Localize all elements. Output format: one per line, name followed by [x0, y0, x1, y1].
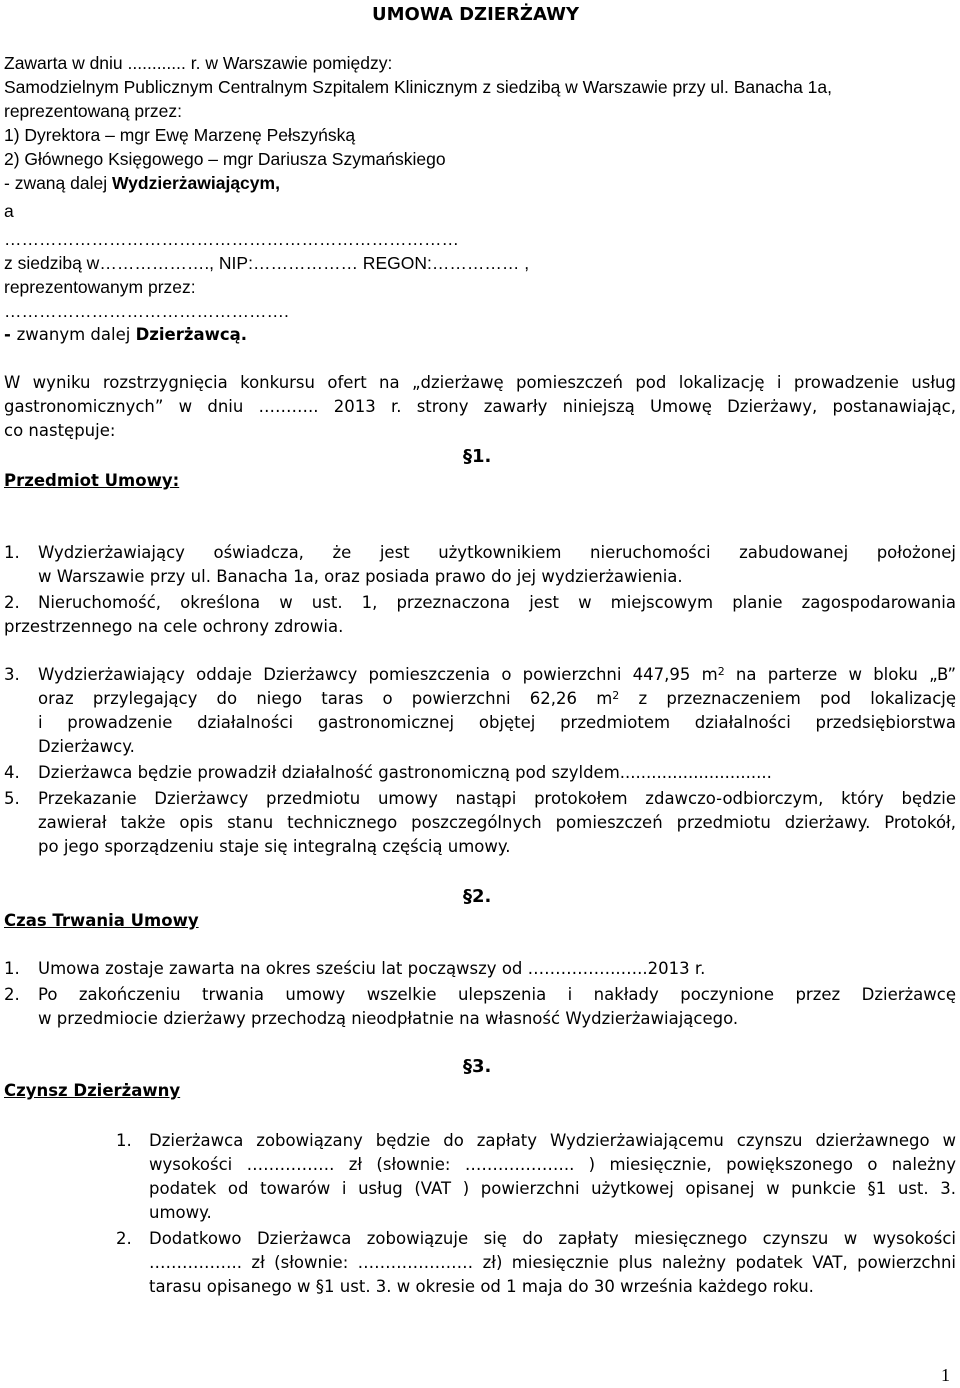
- s2-p1-line-1: Umowa zostaje zawarta na okres sześciu lat począwszy od ……………..…..2013 r.: [38, 959, 706, 978]
- lessee-designation-prefix: zwanym dalej: [16, 325, 136, 344]
- section-2-heading: Czas Trwania Umowy: [4, 911, 199, 930]
- s3-p1-line-4: umowy.: [149, 1203, 212, 1222]
- section-3-heading: Czynsz Dzierżawny: [4, 1081, 181, 1100]
- s1-p4-line-1: Dzierżawca będzie prowadził działalność gastronomiczną pod szyldem.............................: [38, 763, 772, 782]
- lessor-term: Wydzierżawiającym,: [111, 173, 280, 193]
- s1-p2-line-1: Nieruchomość, określona w ust. 1, przeznaczona jest w miejscowym planie zagospodarowania: [38, 593, 956, 612]
- s1-p5-line-3: po jego sporządzeniu staje się integralną częścią umowy.: [38, 837, 511, 856]
- s2-p2-number: 2.: [4, 985, 20, 1004]
- lessee-rep-blank: ………………………………………….: [4, 301, 289, 321]
- s2-p1-number: 1.: [4, 959, 20, 978]
- s1-p3-line-3: i prowadzenie działalności gastronomicznej objętej przedmiotem działalności przedsiębiorstwa: [38, 713, 956, 732]
- s3-p2-line-3: tarasu opisanego w §1 ust. 3. w okresie od 1 maja do 30 września każdego roku.: [149, 1277, 814, 1296]
- s1-p1-number: 1.: [4, 543, 20, 562]
- s3-p1-line-1: Dzierżawca zobowiązany będzie do zapłaty Wydzierżawiającemu czynszu dzierżawnego w: [149, 1131, 956, 1150]
- lessor-designation-prefix: - zwaną dalej: [4, 173, 112, 193]
- intro-line-3: co następuje:: [4, 421, 116, 440]
- s1-p3-line-2: [38, 688, 956, 710]
- lessor-designation: [4, 172, 280, 194]
- s1-p3-line-2b: z przeznaczeniem pod lokalizację: [619, 689, 956, 708]
- s2-p2-line-1: Po zakończeniu trwania umowy wszelkie ulepszenia i nakłady poczynione przez Dzierżawcę: [38, 985, 956, 1004]
- s1-p5-line-1: Przekazanie Dzierżawcy przedmiotu umowy nastąpi protokołem zdawczo-odbiorczym, który będzie: [38, 789, 956, 808]
- s3-p1-line-2: wysokości ……………. zł (słownie: ……………….. ) miesięcznie, powiększonego o należny: [149, 1155, 956, 1174]
- lessee-represented-by: reprezentowanym przez:: [4, 277, 196, 297]
- section-1-heading: Przedmiot Umowy:: [4, 471, 180, 490]
- page-number: 1: [941, 1365, 950, 1385]
- s2-p2-line-2: w przedmiocie dzierżawy przechodzą nieodpłatnie na własność Wydzierżawiającego.: [38, 1009, 739, 1028]
- s1-p1-line-1: Wydzierżawiający oświadcza, że jest użytkownikiem nieruchomości zabudowanej położonej: [38, 543, 956, 562]
- s3-p2-number: 2.: [116, 1229, 132, 1248]
- lessor-represented-by: reprezentowaną przez:: [4, 101, 183, 121]
- conjunction-a: a: [4, 201, 14, 221]
- s1-p3-line-1b: na parterze w bloku „B”: [724, 665, 956, 684]
- lessee-name-blank: ……………………………………………………………………: [4, 229, 459, 249]
- lessee-designation-dash: -: [4, 325, 17, 344]
- lessee-designation: [4, 324, 247, 346]
- lessor-rep-1: 1) Dyrektora – mgr Ewę Marzenę Pełszyńską: [4, 125, 356, 145]
- s1-p5-line-2: zawierał także opis stanu technicznego poszczególnych pomieszczeń przedmiotu dzierżawy. Protokół,: [38, 813, 956, 832]
- s1-p2-number: 2.: [4, 593, 20, 612]
- s1-p3-line-4: Dzierżawcy.: [38, 737, 135, 756]
- s1-p3-line-1a: Wydzierżawiający oddaje Dzierżawcy pomieszczenia o powierzchni 447,95 m: [38, 665, 718, 684]
- s1-p3-line-1: [38, 664, 956, 686]
- lessee-term: Dzierżawcą.: [135, 325, 248, 344]
- contract-date-line: Zawarta w dniu ............ r. w Warszawie pomiędzy:: [4, 53, 393, 73]
- s1-p3-number: 3.: [4, 665, 20, 684]
- lessor-rep-2: 2) Głównego Księgowego – mgr Dariusza Szymańskiego: [4, 149, 446, 169]
- s1-p2-line-2: przestrzennego na cele ochrony zdrowia.: [4, 617, 344, 636]
- intro-line-2: gastronomicznych” w dniu ……….. 2013 r. strony zawarły niniejszą Umowę Dzierżawy, postanawiając,: [4, 397, 956, 416]
- s1-p5-number: 5.: [4, 789, 20, 808]
- s1-p3-line-2a: oraz przylegający do niego taras o powierzchni 62,26 m: [38, 689, 613, 708]
- section-2-mark: §2.: [463, 886, 492, 907]
- s3-p2-line-2: …………….. zł (słownie: ………………… zł) miesięcznie plus należny podatek VAT, powierzchni: [149, 1253, 956, 1272]
- s3-p1-number: 1.: [116, 1131, 132, 1150]
- s1-p3-superscript-1: 2: [717, 665, 725, 678]
- intro-line-1: W wyniku rozstrzygnięcia konkursu ofert na „dzierżawę pomieszczeń pod lokalizację i prowadzenie usług: [4, 373, 956, 392]
- s1-p3-superscript-2: 2: [612, 689, 620, 702]
- section-1-mark: §1.: [463, 446, 492, 467]
- document-title: UMOWA DZIERŻAWY: [372, 4, 579, 25]
- s3-p1-line-3: podatek od towarów i usług (VAT ) powierzchni użytkowej opisanej w punkcie §1 ust. 3.: [149, 1179, 956, 1198]
- lessee-address-line: z siedzibą w………………., NIP:……………… REGON:…………… ,: [4, 253, 530, 273]
- s1-p1-line-2: w Warszawie przy ul. Banacha 1a, oraz posiada prawo do jej wydzierżawienia.: [38, 567, 683, 586]
- section-3-mark: §3.: [463, 1056, 492, 1077]
- s3-p2-line-1: Dodatkowo Dzierżawca zobowiązuje się do zapłaty miesięcznego czynszu w wysokości: [149, 1229, 956, 1248]
- s1-p4-number: 4.: [4, 763, 20, 782]
- lessor-name-line: Samodzielnym Publicznym Centralnym Szpitalem Klinicznym z siedzibą w Warszawie przy ul. Banacha 1a,: [4, 77, 832, 97]
